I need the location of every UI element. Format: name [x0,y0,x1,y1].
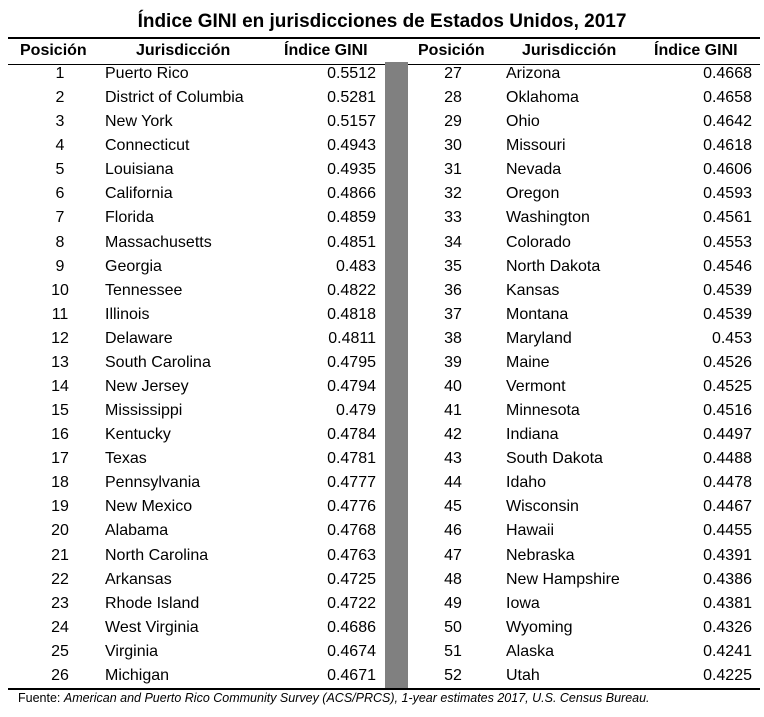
position-cell: 42 [444,426,462,444]
table-row [0,616,385,640]
jurisdiction-cell: Wyoming [506,618,573,636]
jurisdiction-cell: Wisconsin [506,498,579,516]
position-cell: 8 [55,233,65,251]
jurisdiction-cell: Arizona [506,65,561,82]
table-row [0,303,385,327]
table-row [408,303,764,327]
table-row [0,423,385,447]
table-row [0,399,385,423]
position-cell: 28 [444,89,462,107]
gini-index-cell: 0.4943 [327,137,376,155]
jurisdiction-cell: Maryland [506,329,572,347]
gini-index-cell: 0.5512 [327,65,376,82]
position-cell: 7 [55,209,65,227]
gini-index-cell: 0.4467 [703,498,752,516]
jurisdiction-cell: Maine [506,353,550,371]
gini-index-cell: 0.4763 [327,546,376,564]
table-title: Índice GINI en jurisdicciones de Estados Unidos, 2017 [137,11,627,32]
jurisdiction-cell: Pennsylvania [105,474,201,492]
gini-index-cell: 0.4455 [703,522,752,540]
gini-index-cell: 0.4526 [703,353,752,371]
jurisdiction-cell: Colorado [506,233,571,251]
table-body-left [0,62,385,688]
gini-index-cell: 0.453 [711,329,752,347]
jurisdiction-cell: Georgia [105,257,162,275]
position-cell: 22 [51,570,69,588]
gini-index-cell: 0.4618 [703,137,752,155]
jurisdiction-cell: New York [105,113,173,131]
position-cell: 51 [444,642,462,660]
gini-index-cell: 0.4935 [327,161,376,179]
gini-index-cell: 0.4546 [703,257,752,275]
position-cell: 48 [444,570,462,588]
position-cell: 30 [444,137,462,155]
position-cell: 19 [51,498,69,516]
position-cell: 39 [444,353,462,371]
jurisdiction-cell: Virginia [105,642,159,660]
source-note [18,690,650,706]
gini-index-cell: 0.4225 [703,666,752,684]
header-gini-index: Índice GINI [284,42,368,59]
position-cell: 38 [444,329,462,347]
position-cell: 45 [444,498,462,516]
table-row [0,519,385,543]
jurisdiction-cell: Kentucky [105,426,171,444]
table-row [408,447,764,471]
position-cell: 4 [55,137,65,155]
jurisdiction-cell: Nebraska [506,546,575,564]
jurisdiction-cell: Texas [105,450,147,468]
table-row [408,231,764,255]
table-body-right [408,62,764,688]
position-cell: 31 [444,161,462,179]
position-cell: 23 [51,594,69,612]
jurisdiction-cell: Illinois [105,305,150,323]
table-row [408,544,764,568]
position-cell: 29 [444,113,462,131]
table-row [408,206,764,230]
jurisdiction-cell: Alaska [506,642,555,660]
position-cell: 46 [444,522,462,540]
table-row [0,375,385,399]
jurisdiction-cell: South Carolina [105,353,211,371]
jurisdiction-cell: Indiana [506,426,559,444]
table-row [408,182,764,206]
gini-index-cell: 0.4658 [703,89,752,107]
gini-index-cell: 0.4818 [327,305,376,323]
gini-index-cell: 0.4794 [327,378,376,396]
jurisdiction-cell: New Hampshire [506,570,620,588]
jurisdiction-cell: Connecticut [105,137,190,155]
gini-index-cell: 0.4725 [327,570,376,588]
jurisdiction-cell: Rhode Island [105,594,200,612]
gini-index-cell: 0.4822 [327,281,376,299]
gini-index-cell: 0.4478 [703,474,752,492]
jurisdiction-cell: New Mexico [105,498,193,516]
position-cell: 12 [51,329,69,347]
gini-index-cell: 0.4561 [703,209,752,227]
position-cell: 17 [51,450,69,468]
header-gini-index: Índice GINI [654,42,738,59]
gini-index-cell: 0.4768 [327,522,376,540]
position-cell: 34 [444,233,462,251]
gini-index-cell: 0.4525 [703,378,752,396]
table-row [408,568,764,592]
table-row [0,182,385,206]
jurisdiction-cell: Kansas [506,281,560,299]
source-label: Fuente: [18,691,64,705]
header-jurisdiction: Jurisdicción [136,42,231,59]
gini-index-cell: 0.4776 [327,498,376,516]
position-cell: 9 [55,257,65,275]
gini-index-cell: 0.4553 [703,233,752,251]
gini-index-cell: 0.483 [335,257,376,275]
table-row [408,495,764,519]
jurisdiction-cell: Oklahoma [506,89,579,107]
gini-index-cell: 0.4593 [703,185,752,203]
table-row [0,231,385,255]
table-row [0,279,385,303]
position-cell: 25 [51,642,69,660]
jurisdiction-cell: Minnesota [506,402,580,420]
position-cell: 15 [51,402,69,420]
table-row [0,134,385,158]
position-cell: 49 [444,594,462,612]
table-row [0,351,385,375]
jurisdiction-cell: Nevada [506,161,562,179]
position-cell: 32 [444,185,462,203]
gini-index-cell: 0.4671 [327,666,376,684]
table-row [408,351,764,375]
position-cell: 3 [55,113,65,131]
gini-index-cell: 0.4381 [703,594,752,612]
position-cell: 33 [444,209,462,227]
source-text: American and Puerto Rico Community Survey (ACS/PRCS), 1-year estimates 2017, U.S. Census Bureau. [63,691,650,705]
position-cell: 24 [51,618,69,636]
jurisdiction-cell: New Jersey [105,378,189,396]
jurisdiction-cell: Hawaii [506,522,555,540]
gini-index-cell: 0.4326 [703,618,752,636]
gini-index-cell: 0.4859 [327,209,376,227]
position-cell: 43 [444,450,462,468]
jurisdiction-cell: Vermont [506,378,566,396]
table-row [0,568,385,592]
table-row [0,158,385,182]
column-divider [385,62,408,688]
gini-index-cell: 0.4851 [327,233,376,251]
gini-index-cell: 0.4606 [703,161,752,179]
gini-index-cell: 0.4642 [703,113,752,131]
gini-index-cell: 0.4811 [328,329,376,347]
jurisdiction-cell: Massachusetts [105,233,212,251]
gini-index-cell: 0.4777 [327,474,376,492]
gini-index-cell: 0.4391 [703,546,752,564]
position-cell: 21 [51,546,69,564]
gini-index-cell: 0.4488 [703,450,752,468]
table-row [408,592,764,616]
position-cell: 47 [444,546,462,564]
gini-index-cell: 0.4674 [327,642,376,660]
table-row [0,206,385,230]
position-cell: 1 [55,65,65,82]
header-position: Posición [20,42,87,59]
jurisdiction-cell: California [105,185,173,203]
position-cell: 44 [444,474,462,492]
position-cell: 5 [55,161,65,179]
position-cell: 2 [55,89,65,107]
table-row [408,519,764,543]
gini-index-cell: 0.4784 [327,426,376,444]
position-cell: 18 [51,474,69,492]
jurisdiction-cell: District of Columbia [105,89,244,107]
gini-index-cell: 0.4241 [703,642,752,660]
table-row [408,616,764,640]
gini-index-cell: 0.4866 [327,185,376,203]
table-row [0,447,385,471]
position-cell: 6 [55,185,65,203]
jurisdiction-cell: Delaware [105,329,173,347]
gini-index-cell: 0.4539 [703,281,752,299]
jurisdiction-cell: North Dakota [506,257,601,275]
jurisdiction-cell: Utah [506,666,540,684]
position-cell: 50 [444,618,462,636]
header-jurisdiction: Jurisdicción [522,42,617,59]
position-cell: 40 [444,378,462,396]
gini-index-cell: 0.4516 [703,402,752,420]
table-row [408,375,764,399]
position-cell: 13 [51,353,69,371]
table-row [0,471,385,495]
table-row [0,86,385,110]
table-row [408,327,764,351]
table-row [0,592,385,616]
jurisdiction-cell: West Virginia [105,618,199,636]
jurisdiction-cell: Alabama [105,522,169,540]
jurisdiction-cell: Iowa [506,594,540,612]
position-cell: 52 [444,666,462,684]
jurisdiction-cell: Washington [506,209,590,227]
jurisdiction-cell: Louisiana [105,161,174,179]
table-row [408,62,764,86]
table-row [408,255,764,279]
gini-index-cell: 0.4386 [703,570,752,588]
gini-index-cell: 0.4497 [703,426,752,444]
position-cell: 20 [51,522,69,540]
position-cell: 14 [51,378,69,396]
table-row [408,86,764,110]
table-row [0,544,385,568]
table-row [408,158,764,182]
jurisdiction-cell: Michigan [105,666,170,684]
table-row [408,423,764,447]
table-row [408,399,764,423]
jurisdiction-cell: Florida [105,209,154,227]
position-cell: 41 [444,402,462,420]
gini-index-cell: 0.4686 [327,618,376,636]
table-row [408,110,764,134]
table-row [0,640,385,664]
position-cell: 10 [51,281,69,299]
table-row [408,664,764,688]
jurisdiction-cell: Ohio [506,113,540,131]
position-cell: 26 [51,666,69,684]
header-position: Posición [418,42,485,59]
jurisdiction-cell: South Dakota [506,450,603,468]
table-row [408,279,764,303]
position-cell: 36 [444,281,462,299]
table-row [0,255,385,279]
jurisdiction-cell: Idaho [506,474,547,492]
jurisdiction-cell: Montana [506,305,569,323]
gini-index-cell: 0.4539 [703,305,752,323]
jurisdiction-cell: Puerto Rico [105,65,189,82]
position-cell: 35 [444,257,462,275]
gini-index-cell: 0.5157 [327,113,376,131]
jurisdiction-cell: Arkansas [105,570,172,588]
gini-index-cell: 0.479 [335,402,376,420]
jurisdiction-cell: Mississippi [105,402,183,420]
jurisdiction-cell: Tennessee [105,281,183,299]
table-row [0,62,385,86]
gini-index-cell: 0.4795 [327,353,376,371]
position-cell: 16 [51,426,69,444]
table-header [8,37,760,65]
table-row [408,134,764,158]
gini-index-cell: 0.4668 [703,65,752,82]
table-row [408,640,764,664]
table-row [408,471,764,495]
gini-index-cell: 0.5281 [327,89,376,107]
gini-index-cell: 0.4722 [327,594,376,612]
jurisdiction-cell: Missouri [506,137,566,155]
jurisdiction-cell: Oregon [506,185,560,203]
position-cell: 27 [444,65,462,82]
gini-index-cell: 0.4781 [327,450,376,468]
table-row [0,110,385,134]
jurisdiction-cell: North Carolina [105,546,209,564]
table-row [0,327,385,351]
table-row [0,664,385,688]
table-row [0,495,385,519]
position-cell: 37 [444,305,462,323]
position-cell: 11 [51,305,69,323]
